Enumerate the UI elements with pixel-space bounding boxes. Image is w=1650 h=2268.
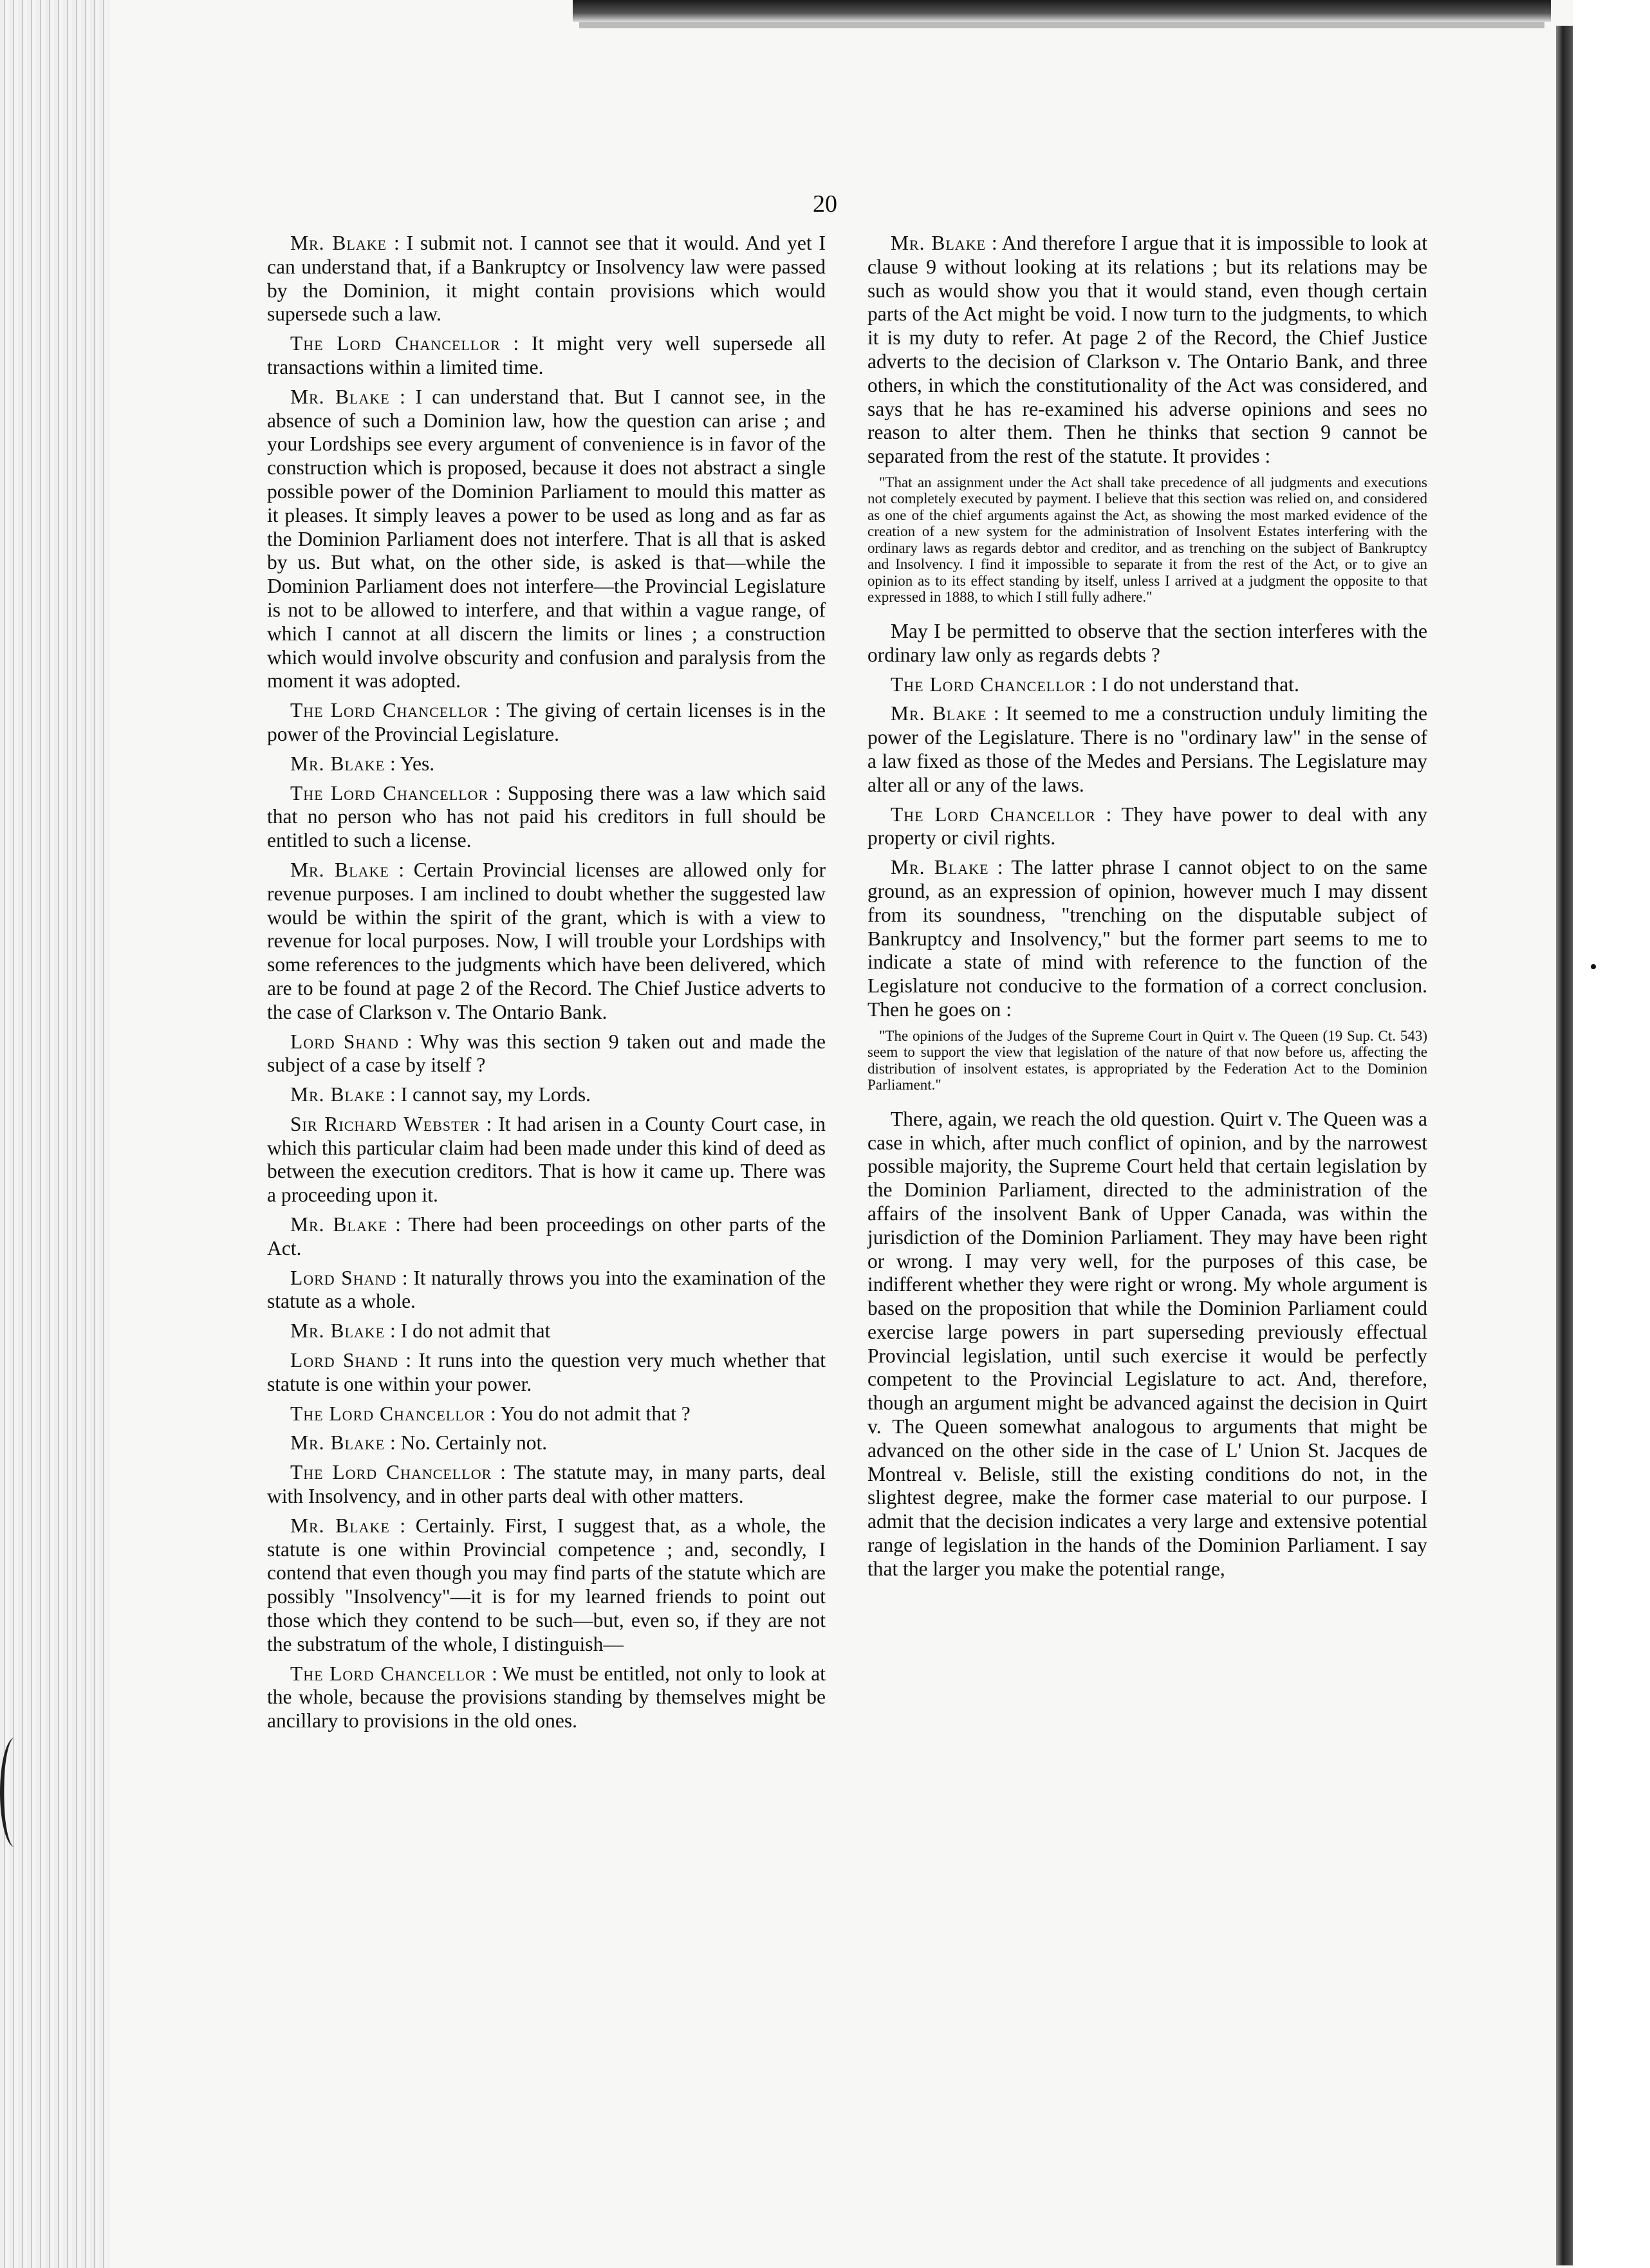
speaker-name: Mr. Blake (290, 385, 390, 408)
dialogue-paragraph: Mr. Blake : And therefore I argue that it is impossible to look at clause 9 without looking at its relations ; but its relations may be such as would show you that it would stand, even though certain parts of the Act might be void. I now turn to the judgments, to which it is my duty to refer. At page 2 of the Record, the Chief Justice adverts to the decision of Clarkson v. The Ontario Bank, and three others, in which the constitutionality of the Act was considered, and says that he has re-examined his adverse opinions and sees no reason to alter them. Then he thinks that section 9 cannot be separated from the rest of the statute. It provides : (867, 232, 1427, 468)
speaker-name: Mr. Blake (290, 1431, 385, 1455)
dialogue-paragraph: Sir Richard Webster : It had arisen in a County Court case, in which this particular claim had been made under this kind of deed as between the execution creditors. That is how it came up. There was a proceeding upon it. (267, 1112, 826, 1207)
dialogue-paragraph: The Lord Chancellor : It might very well supersede all transactions within a limited time. (267, 332, 826, 378)
paragraph-text: It had arisen in a County Court case, in which this particular claim had been made under this kind of deed as between the execution creditors. That is how it came up. There was a proceeding upon it. (267, 1112, 826, 1207)
scan-top-border (573, 0, 1551, 22)
speaker-name: Mr. Blake (290, 232, 387, 254)
speaker-name: The Lord Chancellor (290, 1461, 492, 1484)
ink-dot (1591, 964, 1596, 969)
dialogue-paragraph: The Lord Chancellor : You do not admit that ? (290, 1402, 691, 1425)
dialogue-paragraph: Mr. Blake : There had been proceedings on other parts of the Act. (267, 1213, 826, 1259)
speaker-name: Mr. Blake (891, 232, 987, 254)
dialogue-paragraph (867, 1108, 1427, 1581)
paragraph-text: It seemed to me a construction unduly limiting the power of the Legislature. There is no "ordinary law" in the sense of a law fixed as those of the Medes and Persians. The Legislature may alter all or any of the laws. (867, 702, 1427, 796)
paragraph-text: Yes. (400, 752, 435, 775)
paragraph-text: "The opinions of the Judges of the Supreme Court in Quirt v. The Queen (19 Sup. Ct. 543) seem to support the view that legislation of the nature of that now before us, affecting the distribution of insolvent estates, is appropriated by the Federation Act to the Dominion Parliament." (867, 1027, 1427, 1093)
speaker-name: The Lord Chancellor (290, 332, 501, 355)
speaker-name: Sir Richard Webster (290, 1112, 480, 1135)
paragraph-text: Certainly. First, I suggest that, as a whole, the statute is one within Provincial competence ; and, secondly, I contend that even though you may find parts of the statute which are possibly "Insolvency"—it is for my learned friends to point out those which they contend to be such—but, even so, if they are not the substratum of the whole, I distinguish— (267, 1514, 826, 1655)
paragraph-text: No. Certainly not. (400, 1431, 548, 1455)
speaker-name: The Lord Chancellor (290, 781, 489, 804)
paragraph-text: May I be permitted to observe that the section interferes with the ordinary law only as regards debts ? (867, 619, 1427, 666)
left-column (267, 232, 826, 1739)
dialogue-paragraph: Lord Shand : Why was this section 9 taken out and made the subject of a case by itself ? (267, 1030, 826, 1077)
speaker-name: Mr. Blake (290, 858, 389, 881)
speaker-name: Lord Shand (290, 1030, 399, 1053)
dialogue-paragraph: Mr. Blake : I can understand that. But I cannot see, in the absence of such a Dominion law, how the question can arise ; and your Lordships see every argument of convenience is in favor of the construction which is proposed, because it does not abstract a single possible power of the Dominion Parliament to mould this matter as it pleases. It simply leaves a power to be used as long and as far as the Dominion Parliament does not interfere. That is all that is asked by us. But what, on the other side, is asked is that—while the Dominion Parliament does not interfere—the Provincial Legislature is not to be allowed to interfere, and that within a vague range, of which I cannot at all discern the limits or lines ; a construction which would involve obscurity and confusion and paralysis from the moment it was adopted. (267, 385, 826, 692)
speaker-name: The Lord Chancellor (290, 1662, 487, 1685)
right-column (867, 232, 1427, 1587)
paragraph-text: I do not admit that (400, 1319, 551, 1343)
speaker-name: Mr. Blake (290, 752, 385, 775)
dialogue-paragraph: Mr. Blake : I do not admit that (290, 1319, 551, 1343)
speaker-name: The Lord Chancellor (891, 803, 1096, 826)
dialogue-paragraph: The Lord Chancellor : I do not understand that. (891, 673, 1299, 696)
speaker-name: Mr. Blake (891, 702, 987, 725)
page-stack-edge (0, 0, 109, 2268)
dialogue-paragraph: Mr. Blake : I submit not. I cannot see that it would. And yet I can understand that, if a Bankruptcy or Insolvency law were passed by the Dominion, it might contain provisions which would supersede such a law. (267, 232, 826, 326)
paragraph-text: And therefore I argue that it is impossible to look at clause 9 without looking at its relations ; but its relations may be such as would show you that it would stand, even though certain parts of the Act might be void. I now turn to the judgments, to which it is my duty to refer. At page 2 of the Record, the Chief Justice adverts to the decision of Clarkson v. The Ontario Bank, and three others, in which the constitutionality of the Act was considered, and says that he has re-examined his adverse opinions and sees no reason to alter them. Then he thinks that section 9 cannot be separated from the rest of the statute. It provides : (867, 232, 1427, 468)
paragraph-text: The latter phrase I cannot object to on the same ground, as an expression of opinion, however much I may dissent from its soundness, "trenching on the disputable subject of Bankruptcy and Insolvency," but the former part seems to me to indicate a state of mind with reference to the function of the Legislature not conducive to the formation of a correct conclusion. Then he goes on : (867, 856, 1427, 1021)
paragraph-text: I cannot say, my Lords. (400, 1083, 591, 1106)
dialogue-paragraph: Mr. Blake : Certainly. First, I suggest that, as a whole, the statute is one within Provincial competence ; and, secondly, I contend that even though you may find parts of the statute which are possibly "Insolvency"—it is for my learned friends to point out those which they contend to be such—but, even so, if they are not the substratum of the whole, I distinguish— (267, 1514, 826, 1655)
dialogue-paragraph: Lord Shand : It runs into the question very much whether that statute is one within your power. (267, 1349, 826, 1395)
quoted-passage (867, 474, 1427, 606)
facing-page-margin (1573, 0, 1650, 2268)
paragraph-text: The statute may, in many parts, deal with Insolvency, and in other parts deal with other matters. (267, 1461, 826, 1508)
paper-curl-mark (0, 1738, 30, 1847)
dialogue-paragraph: The Lord Chancellor : They have power to deal with any property or civil rights. (867, 803, 1428, 850)
paragraph-text: I do not understand that. (1101, 673, 1299, 696)
dialogue-paragraph: Mr. Blake : Certain Provincial licenses are allowed only for revenue purposes. I am inclined to doubt whether the suggested law would be within the spirit of the grant, which is with a view to revenue for local purposes. Now, I will trouble your Lordships with some references to the judgments which have been delivered, which are to be found at page 2 of the Record. The Chief Justice adverts to the case of Clarkson v. The Ontario Bank. (267, 858, 826, 1023)
dialogue-paragraph: The Lord Chancellor : We must be entitled, not only to look at the whole, because the provisions standing by themselves might be ancillary to provisions in the old ones. (267, 1662, 826, 1733)
dialogue-paragraph: Mr. Blake : The latter phrase I cannot object to on the same ground, as an expression of opinion, however much I may dissent from its soundness, "trenching on the disputable subject of Bankruptcy and Insolvency," but the former part seems to me to indicate a state of mind with reference to the function of the Legislature not conducive to the formation of a correct conclusion. Then he goes on : (867, 856, 1427, 1021)
paragraph-text: It might very well supersede all transactions within a limited time. (267, 332, 826, 378)
dialogue-paragraph: The Lord Chancellor : Supposing there was a law which said that no person who has not paid his creditors in full should be entitled to such a license. (267, 781, 826, 852)
speaker-name: Lord Shand (290, 1266, 397, 1289)
speaker-name: Mr. Blake (290, 1083, 385, 1106)
dialogue-paragraph: Mr. Blake : It seemed to me a construction unduly limiting the power of the Legislature. There is no "ordinary law" in the sense of a law fixed as those of the Medes and Persians. The Legislature may alter all or any of the laws. (867, 702, 1427, 796)
paragraph-text: I can understand that. But I cannot see, in the absence of such a Dominion law, how the question can arise ; and your Lordships see every argument of convenience is in favor of the construction which is proposed, because it does not abstract a single possible power of the Dominion Parliament to mould this matter as it pleases. It simply leaves a power to be used as long and as far as the Dominion Parliament does not interfere. That is all that is asked by us. But what, on the other side, is asked is that—while the Dominion Parliament does not interfere—the Provincial Legislature is not to be allowed to interfere, and that within a vague range, of which I cannot at all discern the limits or lines ; a construction which would involve obscurity and confusion and paralysis from the moment it was adopted. (267, 385, 826, 692)
speaker-name: Mr. Blake (290, 1213, 388, 1236)
paragraph-text: There, again, we reach the old question. Quirt v. The Queen was a case in which, after much conflict of opinion, and by the narrowest possible majority, the Supreme Court held that certain legislation by the Dominion Parliament, directed to the administration of the affairs of the insolvent Bank of Upper Canada, was within the jurisdiction of the Dominion Parliament. They may have been right or wrong. I may very well, for the purposes of this case, be indifferent whether they were right or wrong. My whole argument is based on the proposition that while the Dominion Parliament could exercise large powers in part superseding previously effectual Provincial legislation, until such exercise it would be perfectly competent to the Provincial Legislature to act. And, therefore, though an argument might be advanced against the decision in Quirt v. The Queen somewhat analogous to arguments that might be advanced on the other side in the case of L' Union St. Jacques de Montreal v. Belisle, still the existing conditions do not, in the slightest degree, make the former case material to our purpose. I admit that the decision indicates a very large and extensive potential range of legislation in the hands of the Dominion Parliament. I say that the larger you make the potential range, (867, 1107, 1427, 1580)
paragraph-text: "That an assignment under the Act shall take precedence of all judgments and executions not completely executed by payment. I believe that this section was relied on, and considered as one of the chief arguments against the Act, as showing the most marked evidence of the creation of a new system for the administration of Insolvent Estates interfering with the ordinary laws as regards debtor and creditor, and as trenching on the subject of Bankruptcy and Insolvency. I find it impossible to separate it from the rest of the Act, or to give an opinion as to its effect standing by itself, unless I arrived at a judgment the opposite to that expressed in 1888, to which I still fully adhere." (867, 474, 1427, 606)
dialogue-paragraph: The Lord Chancellor : The statute may, in many parts, deal with Insolvency, and in other parts deal with other matters. (267, 1461, 826, 1508)
speaker-name: Mr. Blake (290, 1319, 385, 1343)
paragraph-text: Certain Provincial licenses are allowed only for revenue purposes. I am inclined to doubt whether the suggested law would be within the spirit of the grant, which is with a view to revenue for local purposes. Now, I will trouble your Lordships with some references to the judgments which have been delivered, which are to be found at page 2 of the Record. The Chief Justice adverts to the case of Clarkson v. The Ontario Bank. (267, 858, 826, 1023)
paragraph-text: It runs into the question very much whether that statute is one within your power. (267, 1349, 826, 1395)
dialogue-paragraph: The Lord Chancellor : The giving of certain licenses is in the power of the Provincial Legislature. (267, 699, 826, 745)
dialogue-paragraph: Mr. Blake : Yes. (290, 752, 435, 775)
paragraph-text: You do not admit that ? (500, 1402, 691, 1425)
speaker-name: The Lord Chancellor (290, 699, 488, 722)
page-number: 20 (813, 191, 837, 218)
quoted-passage (867, 1028, 1427, 1093)
paragraph-text: Why was this section 9 taken out and made the subject of a case by itself ? (267, 1030, 826, 1077)
paragraph-text: I submit not. I cannot see that it would. And yet I can understand that, if a Bankruptcy or Insolvency law were passed by the Dominion, it might contain provisions which would supersede such a law. (267, 232, 826, 326)
dialogue-paragraph: Lord Shand : It naturally throws you into the examination of the statute as a whole. (267, 1266, 826, 1313)
scan-top-shadow (579, 22, 1544, 28)
speaker-name: The Lord Chancellor (290, 1402, 486, 1425)
speaker-name: Mr. Blake (891, 856, 989, 879)
dialogue-paragraph: Mr. Blake : No. Certainly not. (290, 1431, 548, 1455)
speaker-name: Mr. Blake (290, 1514, 390, 1537)
binding-edge (1556, 26, 1573, 2265)
paragraph-text: Supposing there was a law which said that no person who has not paid his creditors in full should be entitled to such a license. (267, 781, 826, 852)
speaker-name: Lord Shand (290, 1349, 399, 1372)
paragraph-text: They have power to deal with any property or civil rights. (867, 803, 1428, 850)
speaker-name: The Lord Chancellor (891, 673, 1086, 696)
paragraph-text: We must be entitled, not only to look at the whole, because the provisions standing by themselves might be ancillary to provisions in the old ones. (267, 1662, 826, 1733)
dialogue-paragraph: Mr. Blake : I cannot say, my Lords. (290, 1083, 591, 1106)
paragraph-text: There had been proceedings on other parts of the Act. (267, 1213, 826, 1259)
paragraph-text: It naturally throws you into the examination of the statute as a whole. (267, 1266, 826, 1313)
paragraph-text: The giving of certain licenses is in the power of the Provincial Legislature. (267, 699, 826, 745)
dialogue-paragraph (867, 620, 1427, 667)
